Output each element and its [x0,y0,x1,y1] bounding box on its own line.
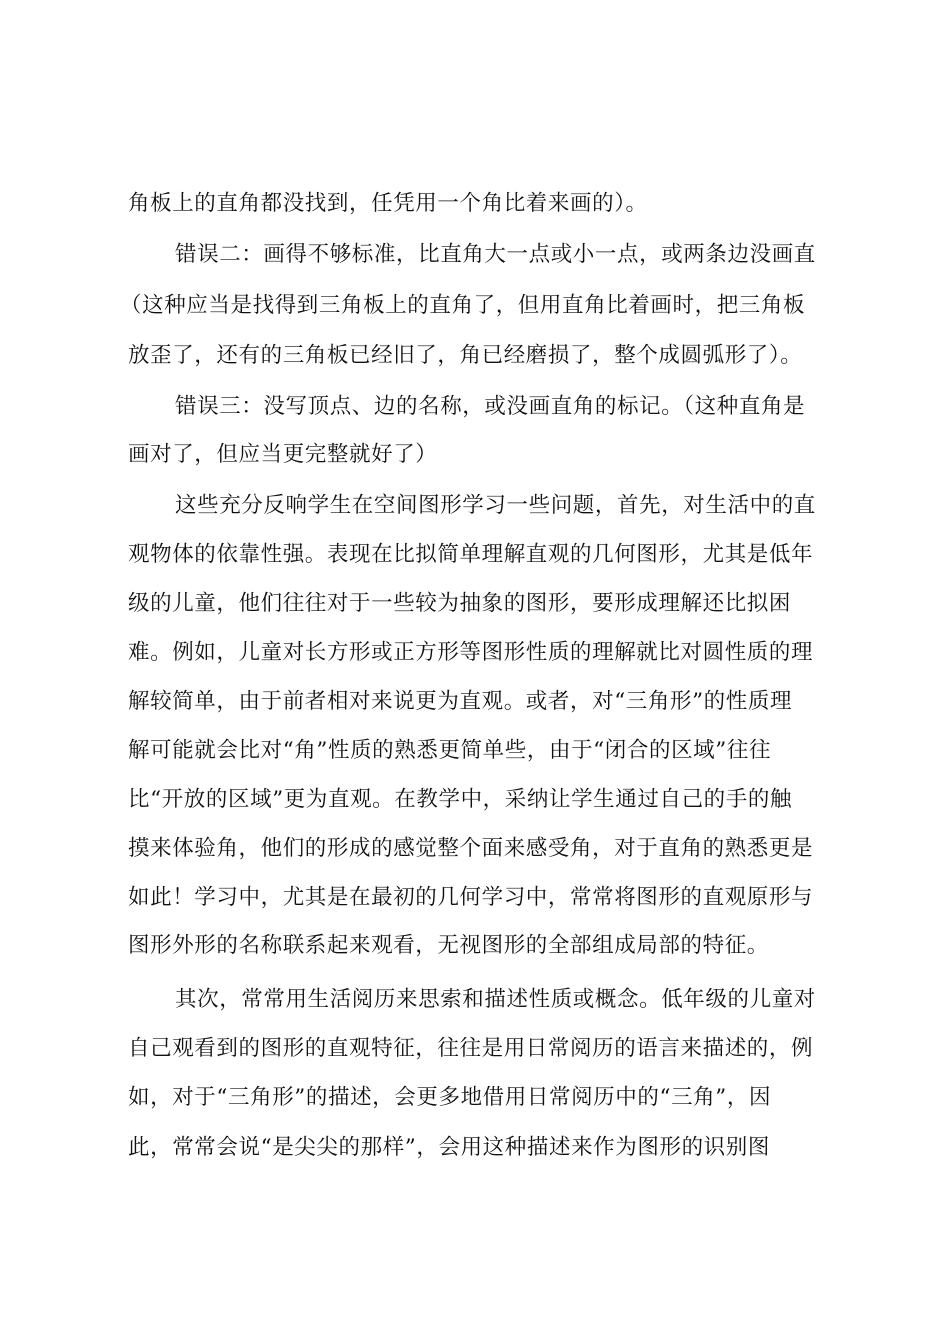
text-line-4: 放歪了，还有的三角板已经旧了，角已经磨损了，整个成圆弧形了）。 [128,343,803,368]
text-line-13: 比“开放的区域”更为直观。在教学中，采纳让学生通过自己的手的触 [128,787,793,812]
text-line-9: 级的儿童，他们往往对于一些较为抽象的图形，要形成理解还比拟困 [128,591,792,616]
text-line-6: 画对了，但应当更完整就好了） [128,442,438,467]
text-line-12: 解可能就会比对“角”性质的熟悉更简单些，由于“闭合的区域”往往 [128,738,772,763]
text-line-1: 角板上的直角都没找到，任凭用一个角比着来画的）。 [128,191,648,216]
text-line-19: 如，对于“三角形”的描述，会更多地借用日常阅历中的“三角”，因 [128,1085,772,1110]
text-line-18: 自己观看到的图形的直观特征，往往是用日常阅历的语言来描述的，例 [128,1036,814,1061]
text-line-11: 解较简单，由于前者相对来说更为直观。或者，对“三角形”的性质理 [128,689,793,714]
text-line-10: 难。例如，儿童对长方形或正方形等图形性质的理解就比对圆性质的理 [128,640,814,665]
text-line-20: 此，常常会说“是尖尖的那样”，会用这种描述来作为图形的识别图 [128,1135,770,1160]
text-line-14: 摸来体验角，他们的形成的感觉整个面来感受角，对于直角的熟悉更是 [128,836,814,861]
text-line-8: 观物体的依靠性强。表现在比拟简单理解直观的几何图形，尤其是低年 [128,542,814,567]
text-line-3: （这种应当是找得到三角板上的直角了，但用直角比着画时，把三角板 [120,293,806,318]
text-line-16: 图形外形的名称联系起来观看，无视图形的全部组成局部的特征。 [128,933,769,958]
text-line-7: 这些充分反响学生在空间图形学习一些问题，首先，对生活中的直 [175,493,816,518]
text-line-17: 其次，常常用生活阅历来思索和描述性质或概念。低年级的儿童对 [175,987,816,1012]
text-line-2: 错误二：画得不够标准，比直角大一点或小一点，或两条边没画直 [175,242,816,267]
text-line-5: 错误三：没写顶点、边的名称，或没画直角的标记。（这种直角是 [175,394,806,419]
text-line-15: 如此！学习中，尤其是在最初的几何学习中，常常将图形的直观原形与 [128,885,814,910]
